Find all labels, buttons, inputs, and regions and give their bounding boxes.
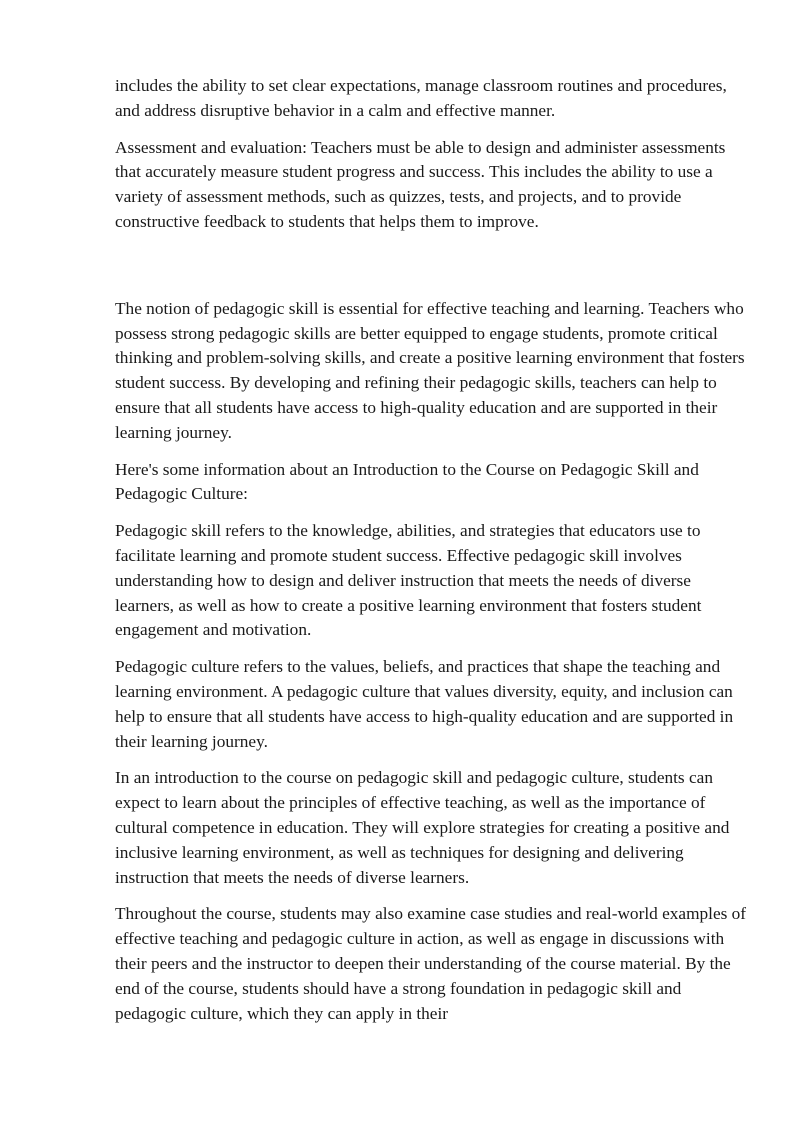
paragraph-assessment-evaluation: Assessment and evaluation: Teachers must be able to design and administer assessments that accurately measure student progress and success. This includes the ability to use a variety of assessment methods, such as quizzes, tests, and projects, and to provide constructive feedback to students that helps them to improve. <box>115 137 726 231</box>
paragraph-course-introduction-lead: Here's some information about an Introduction to the Course on Pedagogic Skill and Pedagogic Culture: <box>115 459 699 504</box>
paragraph-classroom-management-continuation: includes the ability to set clear expectations, manage classroom routines and procedures, and address disruptive behavior in a calm and effective manner. <box>115 76 727 120</box>
paragraph-course-expectations: In an introduction to the course on pedagogic skill and pedagogic culture, students can expect to learn about the principles of effective teaching, as well as the importance of cultural competence in education. They will explore strategies for creating a positive and inclusive learning environment, as well as techniques for designing and delivering instruction that meets the needs of diverse learners. <box>115 768 730 887</box>
paragraph-pedagogic-culture-definition: Pedagogic culture refers to the values, beliefs, and practices that shape the teaching and learning environment. A pedagogic culture that values diversity, equity, and inclusion can help to ensure that all students have access to high-quality education and are supported in their learning journey. <box>115 657 734 751</box>
paragraph-notion-of-pedagogic-skill: The notion of pedagogic skill is essential for effective teaching and learning. Teachers who possess strong pedagogic skills are better equipped to engage students, promote critical thinking and problem-solving skills, and create a positive learning environment that fosters student success. By developing and refining their pedagogic skills, teachers can help to ensure that all students have access to high-quality education and are supported in their learning journey. <box>115 298 745 442</box>
document-page <box>115 74 750 1038</box>
paragraph-pedagogic-skill-definition: Pedagogic skill refers to the knowledge, abilities, and strategies that educators use to facilitate learning and promote student success. Effective pedagogic skill involves understanding how to design and deliver instruction that meets the needs of diverse learners, as well as how to create a positive learning environment that fosters student engagement and motivation. <box>115 521 702 640</box>
paragraph-course-activities: Throughout the course, students may also examine case studies and real-world examples of effective teaching and pedagogic culture in action, as well as engage in discussions with their peers and the instructor to deepen their understanding of the course material. By the end of the course, students should have a strong foundation in pedagogic skill and pedagogic culture, which they can apply in their <box>115 904 747 1023</box>
